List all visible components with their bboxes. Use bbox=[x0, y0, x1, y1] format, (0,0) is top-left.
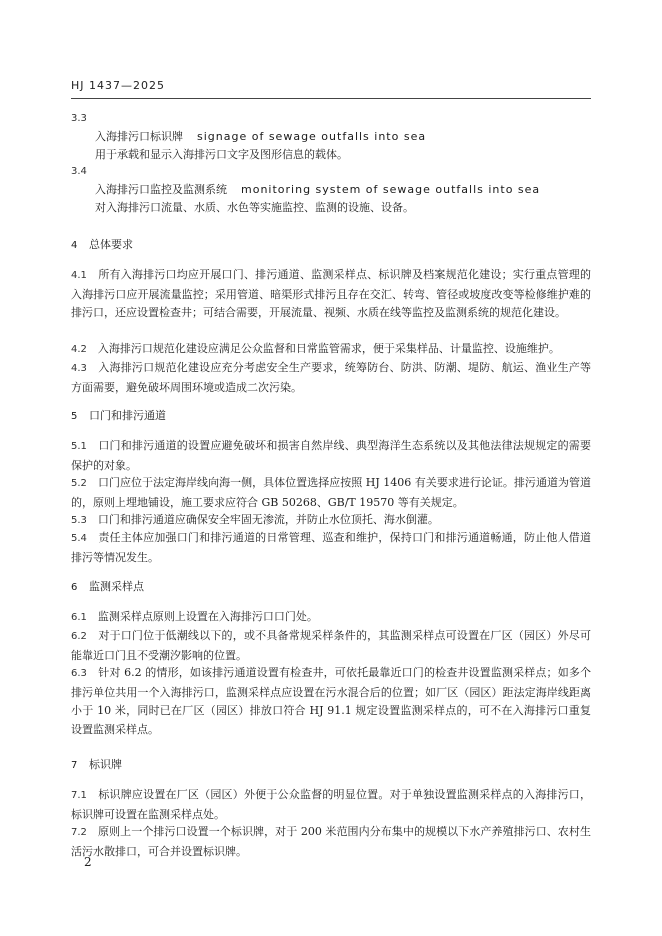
clause-number: 5.1 bbox=[71, 441, 87, 452]
term-title-en: monitoring system of sewage outfalls into sea bbox=[241, 183, 541, 196]
clause bbox=[71, 474, 591, 512]
clause-text: 监测采样点原则上设置在入海排污口口门处。 bbox=[97, 610, 318, 623]
clause bbox=[71, 664, 591, 739]
clause bbox=[71, 823, 591, 861]
clause-text: 口门应位于法定海岸线向海一侧，具体位置选择应按照 HJ 1406 有关要求进行论证。排污通道为管道的，原则上埋地铺设，施工要求应符合 GB 50268、GB/T 19570 等有关规定。 bbox=[71, 476, 592, 509]
clause-number: 6.3 bbox=[71, 668, 87, 679]
term-title-en: signage of sewage outfalls into sea bbox=[197, 130, 427, 143]
term-definition: 对入海排污口流量、水质、水色等实施监控、监测的设施、设备。 bbox=[95, 201, 414, 214]
clause-number: 6.1 bbox=[71, 612, 87, 623]
clause-number: 5.2 bbox=[71, 478, 87, 489]
clause-text: 口门和排污通道的设置应避免破坏和损害自然岸线、典型海洋生态系统以及其他法律法规规定的需要保护的对象。 bbox=[71, 439, 591, 472]
term-title-zh: 入海排污口监控及监测系统 bbox=[95, 183, 227, 196]
section-number: 4 bbox=[71, 240, 78, 251]
section-title: 总体要求 bbox=[89, 238, 133, 251]
clause-text: 针对 6.2 的情形，如该排污通道设置有检查井，可依托最靠近口门的检查井设置监测采样点；如多个排污单位共用一个入海排污口，监测采样点应设置在污水混合后的位置；如厂区（园区）距法定海岸线距离小于 10 米，同时已在厂区（园区）排放口符合 HJ 91.1 规定设置监测采样点的，可不在入海排污口重复设置监测采样点。 bbox=[71, 666, 592, 736]
clause-text: 入海排污口规范化建设应充分考虑安全生产要求，统筹防台、防洪、防潮、堤防、航运、渔业生产等方面需要，避免破坏周围环境或造成二次污染。 bbox=[71, 361, 591, 394]
clause-number: 5.3 bbox=[71, 515, 87, 526]
clause bbox=[71, 627, 591, 665]
clause-text: 标识牌应设置在厂区（园区）外便于公众监督的明显位置。对于单独设置监测采样点的入海排污口，标识牌可设置在监测采样点处。 bbox=[71, 788, 591, 821]
clause bbox=[71, 359, 591, 397]
clause-text: 口门和排污通道应确保安全牢固无渗流，并防止水位顶托、海水倒灌。 bbox=[97, 513, 439, 526]
section-heading bbox=[71, 756, 122, 772]
clause-text: 所有入海排污口均应开展口门、排污通道、监测采样点、标识牌及档案规范化建设；实行重点管理的入海排污口应开展流量监控；采用管道、暗渠形式排污且存在交汇、转弯、管径或坡度改变等检修维护难的排污口，还应设置检查井；可结合需要，开展流量、视频、水质在线等监控及监测系统的规范化建设。 bbox=[71, 268, 591, 319]
term-number: 3.3 bbox=[71, 113, 87, 124]
clause-text: 责任主体应加强口门和排污通道的日常管理、巡查和维护，保持口门和排污通道畅通，防止他人借道排污等情况发生。 bbox=[71, 531, 591, 564]
clause bbox=[71, 529, 591, 567]
clause bbox=[71, 608, 591, 628]
term-title bbox=[95, 181, 540, 197]
section-title: 监测采样点 bbox=[89, 580, 144, 593]
header-rule bbox=[71, 98, 591, 99]
term-definition: 用于承载和显示入海排污口文字及图形信息的载体。 bbox=[95, 148, 348, 161]
section-title: 标识牌 bbox=[89, 758, 122, 771]
term-number: 3.4 bbox=[71, 166, 87, 177]
clause-text: 原则上一个排污口设置一个标识牌，对于 200 米范围内分布集中的规模以下水产养殖排污口、农村生活污水散排口，可合并设置标识牌。 bbox=[71, 825, 591, 858]
clause-text: 入海排污口规范化建设应满足公众监督和日常监管需求，便于采集样品、计量监控、设施维护。 bbox=[97, 342, 560, 355]
clause bbox=[71, 266, 591, 323]
clause-text: 对于口门位于低潮线以下的，或不具备常规采样条件的，其监测采样点可设置在厂区（园区）外尽可能靠近口门且不受潮汐影响的位置。 bbox=[71, 629, 591, 662]
clause bbox=[71, 437, 591, 475]
clause bbox=[71, 786, 591, 824]
page-number: 2 bbox=[84, 855, 92, 869]
term-title bbox=[95, 128, 426, 144]
clause-number: 6.2 bbox=[71, 631, 87, 642]
clause-number: 4.1 bbox=[71, 270, 87, 281]
clause bbox=[71, 511, 591, 531]
clause-number: 7.1 bbox=[71, 790, 87, 801]
clause-number: 5.4 bbox=[71, 533, 87, 544]
section-number: 6 bbox=[71, 582, 78, 593]
standard-id: HJ 1437—2025 bbox=[71, 79, 166, 92]
clause-number: 4.3 bbox=[71, 363, 87, 374]
section-heading bbox=[71, 407, 166, 423]
section-number: 7 bbox=[71, 760, 78, 771]
section-title: 口门和排污通道 bbox=[89, 409, 166, 422]
clause-number: 4.2 bbox=[71, 344, 87, 355]
section-number: 5 bbox=[71, 411, 78, 422]
term-title-zh: 入海排污口标识牌 bbox=[95, 130, 183, 143]
section-heading bbox=[71, 578, 144, 594]
clause bbox=[71, 340, 591, 360]
section-heading bbox=[71, 236, 133, 252]
clause-number: 7.2 bbox=[71, 827, 87, 838]
